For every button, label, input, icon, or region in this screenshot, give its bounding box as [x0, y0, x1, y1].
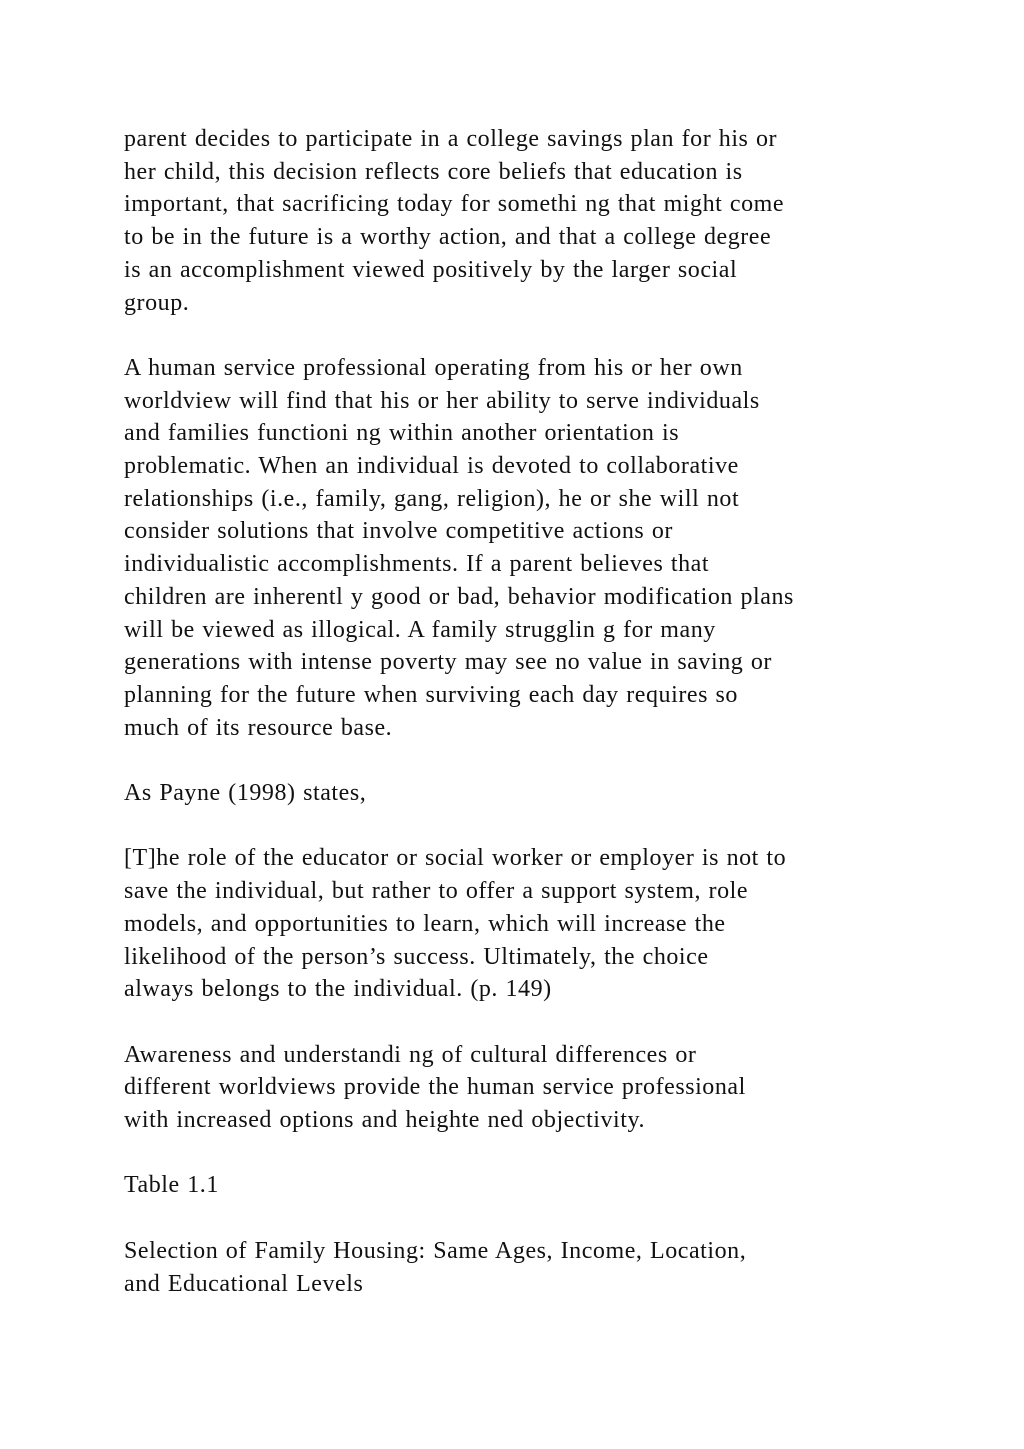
paragraph-spacer [124, 319, 914, 352]
text-line: models, and opportunities to learn, which will increase the [124, 910, 726, 937]
block-quote-payne [124, 842, 914, 1006]
text-line: problematic. When an individual is devoted to collaborative [124, 453, 739, 480]
text-line: and families functioni ng within another orientation is [124, 420, 680, 447]
text-line: will be viewed as illogical. A family strugglin g for many [124, 616, 716, 643]
text-line: Awareness and understandi ng of cultural differences or [124, 1041, 697, 1068]
text-line: A human service professional operating from his or her own [124, 354, 743, 381]
text-line: likelihood of the person’s success. Ultimately, the choice [124, 943, 709, 970]
text-line: parent decides to participate in a college savings plan for his or [124, 126, 778, 152]
text-line: to be in the future is a worthy action, and that a college degree [124, 224, 772, 251]
table-title [124, 1235, 914, 1300]
text-line: Selection of Family Housing: Same Ages, Income, Location, [124, 1237, 747, 1264]
paragraph-payne-intro [124, 777, 914, 810]
document-page [124, 123, 914, 1300]
text-line: different worldviews provide the human service professional [124, 1074, 746, 1101]
text-line: individualistic accomplishments. If a parent believes that [124, 551, 710, 578]
text-line: [T]he role of the educator or social worker or employer is not to [124, 845, 787, 872]
paragraph-worldview [124, 352, 914, 744]
paragraph-spacer [124, 744, 914, 777]
text-line: always belongs to the individual. (p. 149) [124, 976, 552, 1003]
paragraph-spacer [124, 1202, 914, 1235]
text-line: important, that sacrificing today for somethi ng that might come [124, 191, 785, 218]
text-line: relationships (i.e., family, gang, religion), he or she will not [124, 485, 740, 512]
text-line: group. [124, 289, 190, 316]
paragraph-awareness [124, 1039, 914, 1137]
text-line: worldview will find that his or her ability to serve individuals [124, 387, 760, 414]
text-line: and Educational Levels [124, 1270, 364, 1297]
text-line: is an accomplishment viewed positively by the larger social [124, 256, 738, 283]
text-line: much of its resource base. [124, 714, 393, 741]
text-line: her child, this decision reflects core beliefs that education is [124, 158, 743, 185]
paragraph-college-savings [124, 123, 914, 319]
text-line: Table 1.1 [124, 1172, 219, 1199]
text-line: generations with intense poverty may see no value in saving or [124, 649, 772, 676]
paragraph-spacer [124, 810, 914, 843]
paragraph-spacer [124, 1137, 914, 1170]
text-line: children are inherentl y good or bad, behavior modification plans [124, 583, 794, 610]
text-line: save the individual, but rather to offer a support system, role [124, 878, 749, 905]
table-label [124, 1169, 914, 1202]
text-line: As Payne (1998) states, [124, 780, 367, 807]
paragraph-spacer [124, 1006, 914, 1039]
text-line: with increased options and heighte ned objectivity. [124, 1107, 646, 1134]
text-line: consider solutions that involve competitive actions or [124, 518, 673, 545]
text-line: planning for the future when surviving each day requires so [124, 681, 738, 708]
